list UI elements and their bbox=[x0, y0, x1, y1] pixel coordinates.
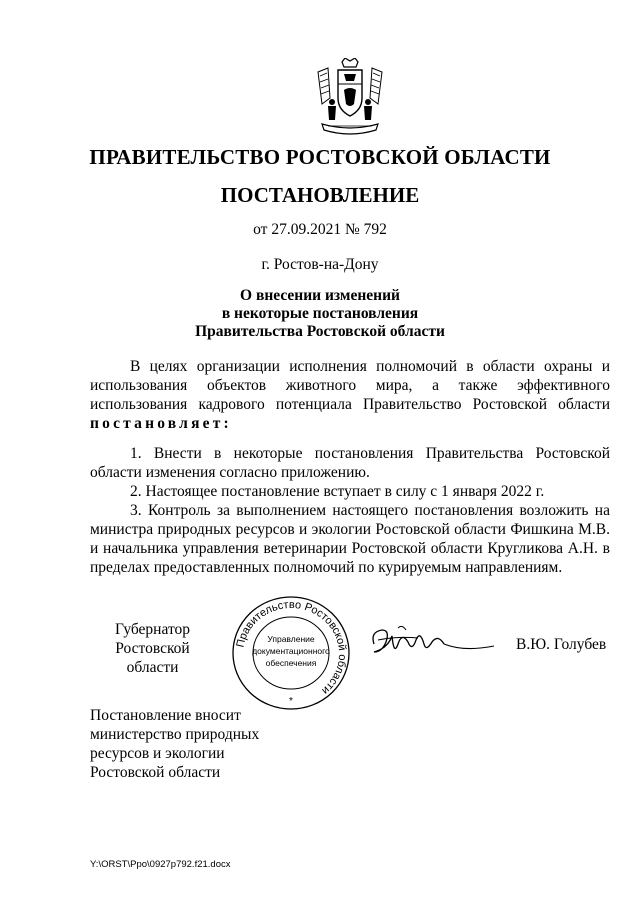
item-1: 1. Внести в некоторые постановления Правительства Ростовской области изменения согласно приложению. bbox=[90, 445, 610, 481]
resolves-word: постановляет: bbox=[90, 415, 232, 432]
signatory-name: В.Ю. Голубев bbox=[516, 636, 607, 653]
seal-inner-line: документационного bbox=[252, 646, 330, 656]
item-2: 2. Настоящее постановление вступает в силу с 1 января 2022 г. bbox=[130, 483, 545, 500]
subject-line: Правительства Ростовской области bbox=[195, 323, 445, 340]
introduced-by bbox=[90, 706, 290, 782]
introduced-by-line: министерство природных bbox=[90, 726, 260, 743]
government-name: ПРАВИТЕЛЬСТВО РОСТОВСКОЙ ОБЛАСТИ bbox=[89, 145, 551, 169]
official-seal-icon bbox=[230, 594, 352, 712]
document-type: ПОСТАНОВЛЕНИЕ bbox=[220, 183, 420, 207]
seal-outer-text: Правительство Ростовской области bbox=[234, 598, 349, 697]
introduced-by-line: Ростовской области bbox=[90, 764, 221, 781]
city: г. Ростов-на-Дону bbox=[261, 256, 379, 273]
handwritten-signature-icon bbox=[368, 622, 498, 666]
signatory-title-line: Губернатор bbox=[114, 621, 191, 638]
seal-star: * bbox=[289, 696, 293, 707]
subject-line: в некоторые постановления bbox=[221, 305, 419, 322]
file-path: Y:\ORST\Ppo\0927p792.f21.docx bbox=[90, 859, 231, 870]
signatory-title-line: Ростовской области bbox=[115, 640, 190, 676]
introduced-by-line: Постановление вносит bbox=[90, 707, 241, 724]
document-subject bbox=[0, 287, 640, 341]
preamble-paragraph bbox=[90, 357, 610, 433]
introduced-by-line: ресурсов и экологии bbox=[90, 745, 225, 762]
signatory-title bbox=[90, 620, 215, 677]
date-and-number: от 27.09.2021 № 792 bbox=[253, 221, 387, 238]
subject-line: О внесении изменений bbox=[240, 287, 400, 304]
coat-of-arms-icon bbox=[314, 58, 386, 138]
seal-inner-line: обеспечения bbox=[265, 658, 317, 668]
resolution-items bbox=[90, 444, 610, 577]
item-3: 3. Контроль за выполнением настоящего постановления возложить на министра природных ресурсов и экологии Ростовской области Фишкина М.В. и начальника управления ветеринарии Ростовской области Кругликова А.Н. в пределах предоставленных полномочий по курируемым направлениям. bbox=[90, 502, 610, 576]
seal-inner-line: Управление bbox=[267, 634, 315, 644]
preamble-text: В целях организации исполнения полномочий в области охраны и использования объектов животного мира, а также эффективного использования кадрового потенциала Правительство Ростовской области bbox=[90, 358, 610, 413]
